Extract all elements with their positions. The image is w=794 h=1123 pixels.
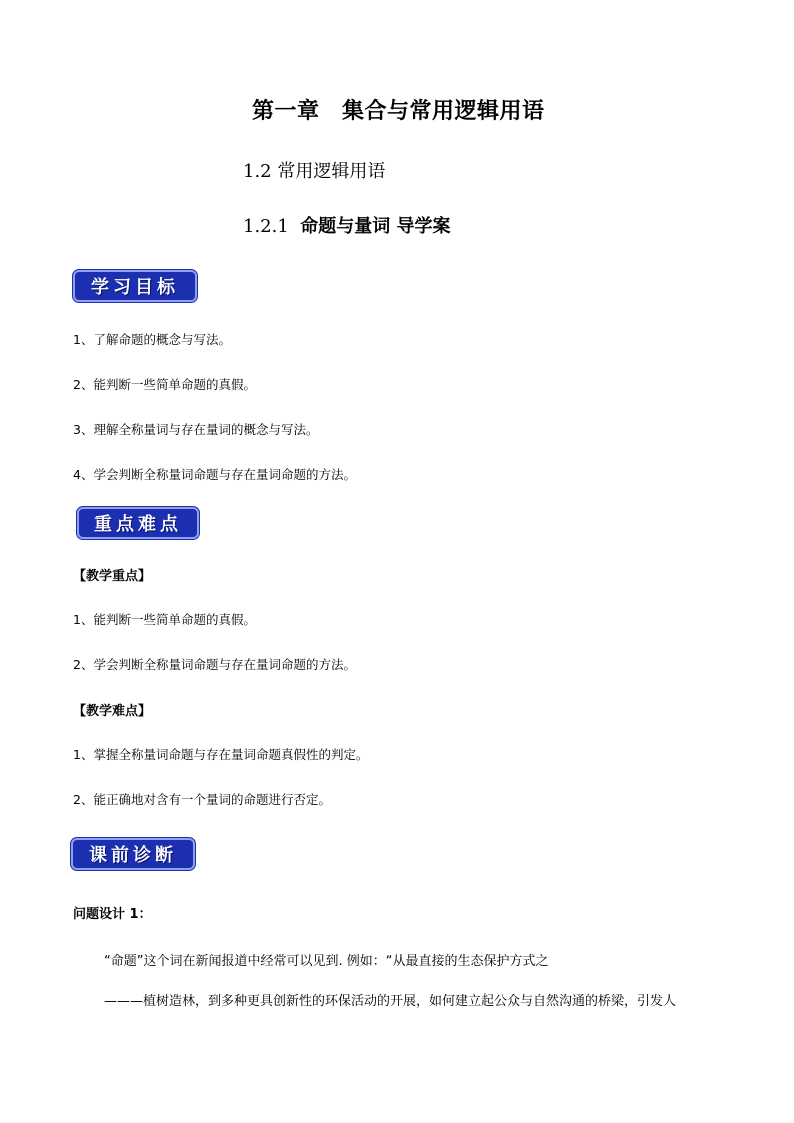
section-title: 1.2 常用逻辑用语 <box>243 161 386 182</box>
subsection-number: 1.2.1 <box>243 216 295 237</box>
focus-item: 2、学会判断全称量词命题与存在量词命题的方法。 <box>73 657 356 672</box>
difficulty-item: 1、掌握全称量词命题与存在量词命题真假性的判定。 <box>73 747 369 762</box>
paragraph-line: “命题”这个词在新闻报道中经常可以见到. 例如：“从最直接的生态保护方式之 <box>104 954 549 969</box>
key-points-badge: 重点难点 <box>77 507 199 539</box>
objective-item: 1、了解命题的概念与写法。 <box>73 332 231 347</box>
objective-item: 4、学会判断全称量词命题与存在量词命题的方法。 <box>73 467 356 482</box>
subsection-name: 命题与量词 导学案 <box>300 216 451 237</box>
teaching-difficulty-heading: 【教学难点】 <box>73 704 152 719</box>
question-design-heading: 问题设计 1： <box>73 907 152 922</box>
difficulty-item: 2、能正确地对含有一个量词的命题进行否定。 <box>73 792 331 807</box>
focus-item: 1、能判断一些简单命题的真假。 <box>73 612 256 627</box>
chapter-title: 第一章 集合与常用逻辑用语 <box>252 98 545 124</box>
objective-item: 3、理解全称量词与存在量词的概念与写法。 <box>73 422 319 437</box>
objectives-badge: 学习目标 <box>73 270 197 302</box>
subsection-title <box>243 212 451 238</box>
paragraph-line: ———植树造林，到多种更具创新性的环保活动的开展，如何建立起公众与自然沟通的桥梁，引发人 <box>104 994 677 1009</box>
teaching-focus-heading: 【教学重点】 <box>73 569 152 584</box>
objective-item: 2、能判断一些简单命题的真假。 <box>73 377 256 392</box>
diagnosis-badge: 课前诊断 <box>71 838 195 870</box>
